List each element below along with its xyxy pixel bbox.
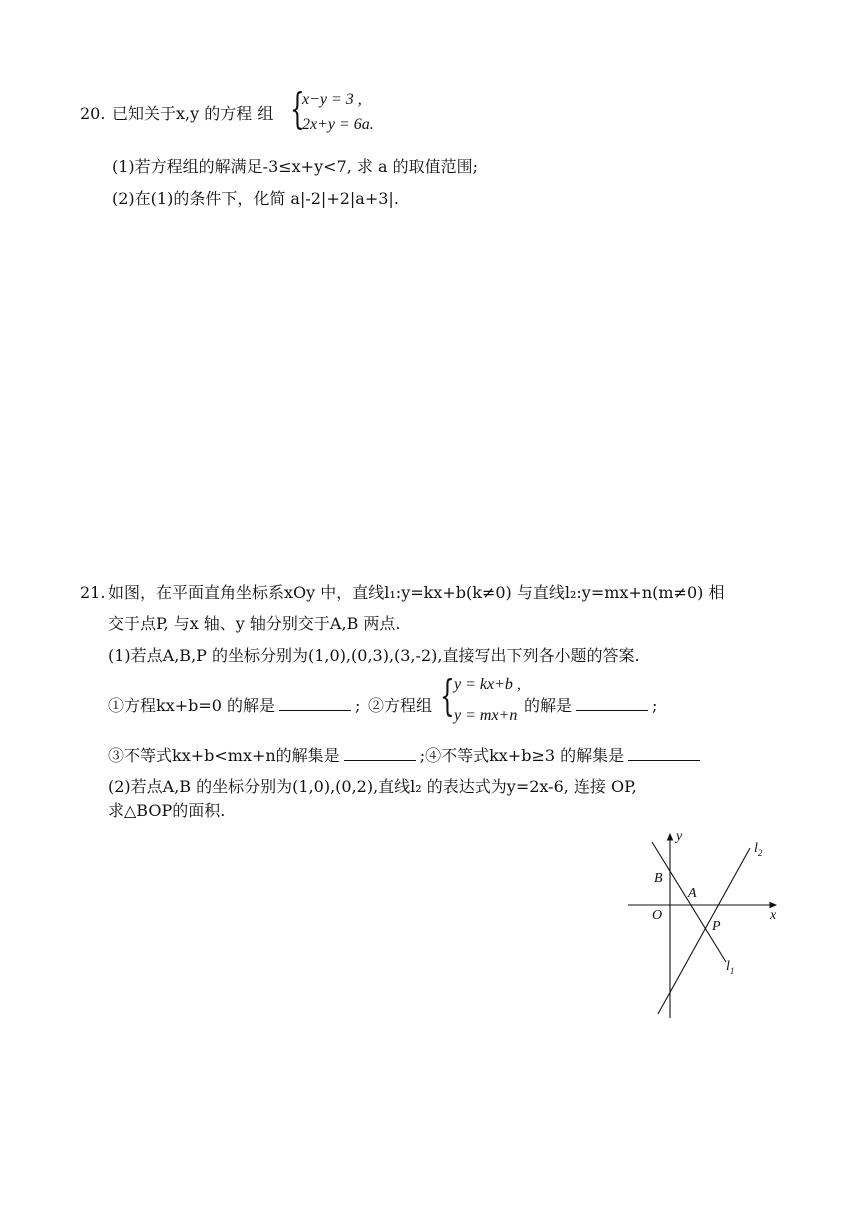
q21-part2-line1: (2)若点A,B 的坐标分别为(1,0),(0,2),直线l₂ 的表达式为y=2x-6, 连接 OP, (108, 777, 637, 796)
q21-line2: 交于点P, 与x 轴、y 轴分别交于A,B 两点. (108, 614, 401, 633)
q21-item1-sep: ; (355, 696, 361, 715)
l1-letter: l (726, 959, 730, 974)
l1-subscript: 1 (729, 966, 735, 976)
q21-item2-tail (524, 695, 657, 717)
q21-part2-line2: 求△BOP的面积. (108, 801, 226, 820)
q21-item4-text: ④不等式kx+b≥3 的解集是 (425, 746, 625, 765)
q20-eq2: 2x+y = 6a. (302, 116, 374, 133)
q21-number: 21. (80, 583, 106, 602)
q20-eq1: x−y = 3 , (302, 91, 362, 108)
q21-item2-suffix: 的解是 (524, 696, 573, 715)
q21-item1-text: ①方程kx+b=0 的解是 (108, 696, 276, 715)
q21-item3-text: ③不等式kx+b<mx+n的解集是 (108, 746, 340, 765)
q21-eq1: y = kx+b , (454, 676, 521, 693)
left-brace-icon: { (440, 671, 455, 720)
q21-item3-sep: ; (419, 746, 426, 765)
q21-line1: 如图，在平面直角坐标系xOy 中，直线l₁:y=kx+b(k≠0) 与直线l₂:y=mx+n(m≠0) 相 (108, 583, 725, 602)
line-l1-label (726, 959, 734, 976)
q21-part1: (1)若点A,B,P 的坐标分别为(1,0),(0,3),(3,-2),直接写出下列各小题的答案. (108, 646, 640, 665)
line-l2-label (754, 841, 763, 858)
q21-item1 (108, 695, 360, 717)
q21-eq2: y = mx+n (454, 707, 518, 724)
q20-part1: (1)若方程组的解满足-3≤x+y<7, 求 a 的取值范围; (112, 157, 478, 176)
line-l2 (658, 848, 750, 1014)
answer-blank-1[interactable] (279, 696, 351, 711)
q21-item2-label: ②方程组 (368, 696, 433, 715)
q21-item2-end: ; (652, 696, 658, 715)
point-p-label: P (712, 919, 721, 934)
origin-label: O (652, 908, 663, 923)
point-b-label: B (654, 871, 663, 886)
x-axis-label: x (770, 908, 777, 923)
line-l1 (652, 842, 726, 962)
q20-part2: (2)在(1)的条件下，化简 a|-2|+2|a+3|. (112, 189, 399, 208)
answer-blank-2[interactable] (576, 696, 648, 711)
point-a-label: A (688, 886, 697, 901)
q20-number: 20. (80, 104, 106, 123)
l2-letter: l (754, 841, 758, 856)
q20-equation-system (290, 84, 390, 138)
coordinate-figure (624, 828, 794, 1020)
q20-stem: 已知关于x,y 的方程 组 (112, 104, 274, 123)
answer-blank-3[interactable] (344, 746, 416, 761)
q21-item3-item4 (108, 745, 704, 767)
l2-subscript: 2 (757, 848, 763, 858)
answer-blank-4[interactable] (628, 746, 700, 761)
y-axis-label: y (676, 829, 683, 844)
left-brace-icon: { (290, 84, 305, 133)
